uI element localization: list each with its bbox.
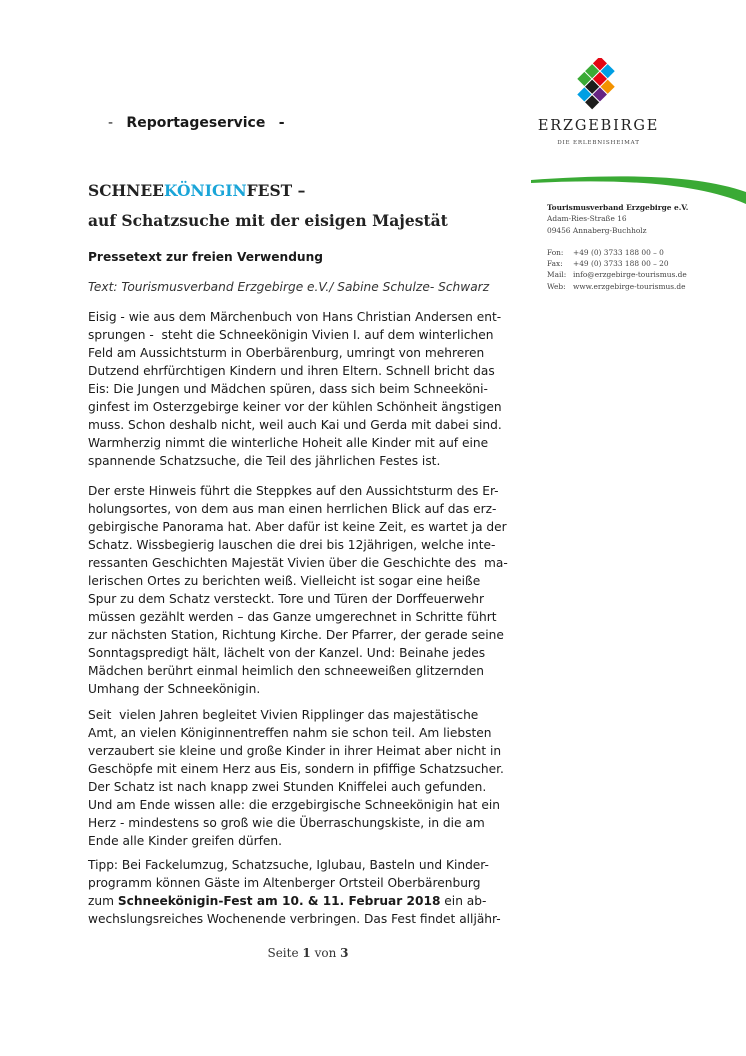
text-line-with-event — [88, 892, 548, 910]
page-label: Seite — [267, 946, 299, 960]
text-line: sprungen - steht die Schneekönigin Vivien I. auf dem winterlichen — [88, 328, 494, 342]
text-line: Der erste Hinweis führt die Steppkes auf den Aussichtsturm des Er- — [88, 484, 499, 498]
mail-label: Mail: — [547, 270, 567, 280]
contact-organization: Tourismusverband Erzgebirge e.V. — [547, 203, 689, 212]
title-part-koenigin: KÖNIGIN — [163, 181, 247, 200]
dash-right: - — [278, 115, 285, 131]
page-number-footer — [0, 946, 616, 960]
text-line: lerischen Ortes zu berichten weiß. Vielleicht ist sogar eine heiße — [88, 574, 481, 588]
text-line: müssen gezählt werden – das Ganze umgerechnet in Schritte führt — [88, 610, 497, 624]
text-line: Feld am Aussichtsturm in Oberbärenburg, umringt von mehreren — [88, 346, 485, 360]
reportageservice-label — [108, 115, 285, 131]
contact-street: Adam-Ries-Straße 16 — [547, 214, 627, 224]
text-line: holungsortes, von dem aus man einen herrlichen Blick auf das erz- — [88, 502, 497, 516]
logo-tagline: DIE ERLEBNISHEIMAT — [557, 140, 640, 146]
contact-block — [547, 202, 688, 292]
paragraph-4 — [88, 856, 548, 928]
text-segment: zum — [88, 894, 118, 908]
text-line: Eisig - wie aus dem Märchenbuch von Hans Christian Andersen ent- — [88, 310, 502, 324]
text-line: programm können Gäste im Altenberger Ortsteil Oberbärenburg — [88, 876, 481, 890]
text-line: Eis: Die Jungen und Mädchen spüren, dass sich beim Schneeköni- — [88, 382, 488, 396]
title-part-schnee: SCHNEE — [88, 181, 164, 200]
text-line: verzaubert sie kleine und große Kinder in ihrer Heimat aber nicht in — [88, 744, 502, 758]
text-line: Spur zu dem Schatz versteckt. Tore und Türen der Dorffeuerwehr — [88, 592, 485, 606]
page-subtitle: auf Schatzsuche mit der eisigen Majestät — [88, 211, 448, 230]
text-line: gebirgische Panorama hat. Aber dafür ist keine Zeit, es wartet ja der — [88, 520, 507, 534]
text-line: spannende Schatzsuche, die Teil des jährlichen Festes ist. — [88, 454, 441, 468]
text-line: Mädchen berührt einmal heimlich den schneeweißen glitzernden — [88, 664, 484, 678]
contact-mail — [547, 269, 688, 280]
contact-fax — [547, 258, 688, 269]
text-line: zur nächsten Station, Richtung Kirche. Der Pfarrer, der gerade seine — [88, 628, 504, 642]
author-credit: Text: Tourismusverband Erzgebirge e.V./ Sabine Schulze- Schwarz — [88, 280, 490, 294]
phone-value: +49 (0) 3733 188 00 – 0 — [573, 247, 664, 257]
title-part-fest: FEST – — [246, 181, 306, 200]
page-of: von — [314, 946, 337, 960]
text-line: Seit vielen Jahren begleitet Vivien Ripplinger das majestätische — [88, 708, 479, 722]
text-line: Dutzend ehrfürchtigen Kindern und ihren Eltern. Schnell bricht das — [88, 364, 495, 378]
logo-wordmark: ERZGEBIRGE — [537, 118, 660, 134]
paragraph-1 — [88, 308, 548, 470]
contact-city: 09456 Annaberg-Buchholz — [547, 225, 647, 235]
page-current: 1 — [302, 946, 311, 960]
contact-phone — [547, 247, 688, 258]
text-line: muss. Schon deshalb nicht, weil auch Kai und Gerda mit dabei sind. — [88, 418, 502, 432]
phone-label: Fon: — [547, 247, 564, 257]
text-line: ginfest im Osterzgebirge keiner vor der kühlen Schönheit ängstigen — [88, 400, 502, 414]
text-line: Herz - mindestens so groß wie die Überraschungskiste, in die am — [88, 816, 485, 830]
paragraph-2 — [88, 482, 548, 698]
web-label: Web: — [547, 281, 566, 291]
text-line: wechslungsreiches Wochenende verbringen. Das Fest findet alljähr- — [88, 912, 501, 926]
text-line: Geschöpfe mit einem Herz aus Eis, sondern in pfiffige Schatzsucher. — [88, 762, 504, 776]
event-date-highlight: Schneekönigin-Fest am 10. & 11. Februar 2018 — [117, 894, 441, 908]
text-line: Tipp: Bei Fackelumzug, Schatzsuche, Iglubau, Basteln und Kinder- — [88, 858, 489, 872]
text-segment: ein ab- — [440, 894, 487, 908]
fax-label: Fax: — [547, 259, 563, 269]
dash-left: - — [108, 115, 114, 131]
mail-link[interactable]: info@erzgebirge-tourismus.de — [573, 270, 687, 280]
web-link[interactable]: www.erzgebirge-tourismus.de — [573, 281, 686, 291]
page-title — [88, 181, 305, 200]
text-line: Warmherzig nimmt die winterliche Hoheit alle Kinder mit auf eine — [88, 436, 489, 450]
text-line: Und am Ende wissen alle: die erzgebirgische Schneekönigin hat ein — [88, 798, 500, 812]
text-line: Der Schatz ist nach knapp zwei Stunden Kniffelei auch gefunden. — [88, 780, 487, 794]
text-line: Sonntagspredigt hält, lächelt von der Kanzel. Und: Beinahe jedes — [88, 646, 486, 660]
press-text-subhead: Pressetext zur freien Verwendung — [88, 250, 324, 264]
text-line: Umhang der Schneekönigin. — [88, 682, 261, 696]
fax-value: +49 (0) 3733 188 00 – 20 — [573, 259, 669, 269]
text-line: Ende alle Kinder greifen dürfen. — [88, 834, 282, 848]
text-line: ressanten Geschichten Majestät Vivien über die Geschichte des ma- — [88, 556, 508, 570]
paragraph-3 — [88, 706, 548, 850]
text-line: Amt, an vielen Königinnentreffen nahm sie schon teil. Am liebsten — [88, 726, 492, 740]
text-line: Schatz. Wissbegierig lauschen die drei bis 12jährigen, welche inte- — [88, 538, 496, 552]
page-total: 3 — [340, 946, 349, 960]
service-label-text: Reportageservice — [126, 115, 266, 131]
contact-web — [547, 281, 688, 292]
